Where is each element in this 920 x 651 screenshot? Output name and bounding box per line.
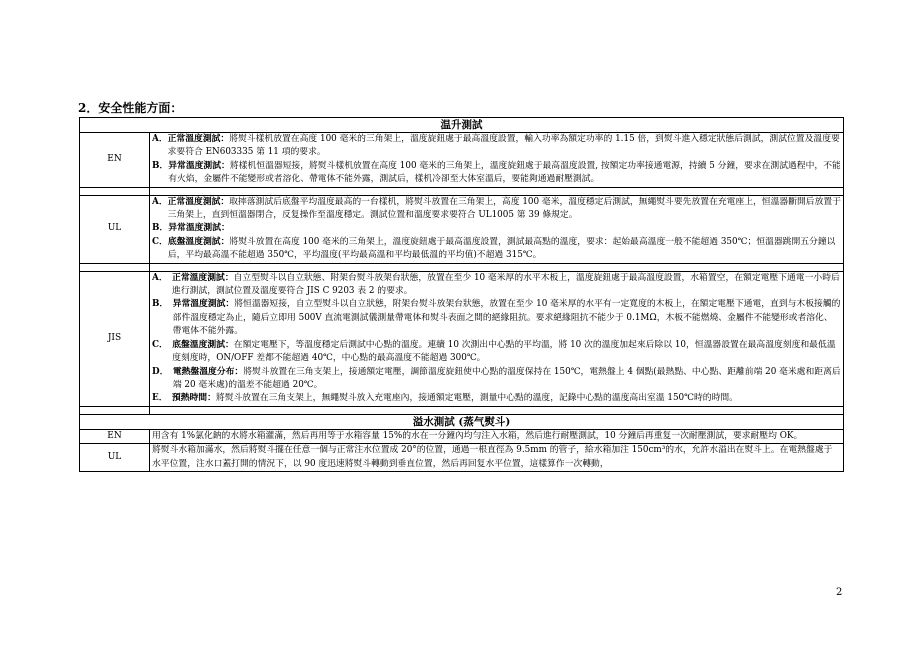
item-title: 正常溫度測試： <box>172 272 234 283</box>
ul-overflow-content: 將熨斗水箱加滿水，然后將熨斗擺在任意一個与正常注水位置成 20°的位置，通過一根直徑為 9.5mm 的管子，給水箱加注 150cm³的水，允許水溢出在熨斗上。在電熱盤處于水平位置，注水口蓋打開的情況下，以 90 度迅速將熨斗轉動到垂直位置，然后再回复水平位置，這樣算作一次轉動， <box>150 444 844 472</box>
item-title: 電熱盤溫度分布： <box>172 366 244 377</box>
en-overflow-content: 用含有 1%氯化鈉的水將水箱灌滿，然后再用等于水箱容量 15%的水在一分鐘內均勻注入水箱，然后進行耐壓測試，10 分鐘后再重复一次耐壓測試，要求耐壓均 OK。 <box>150 429 844 443</box>
item-label: B． <box>152 299 173 310</box>
item-label: A． <box>152 134 168 144</box>
item-label: C． <box>152 236 168 247</box>
item-text: 將熨斗放置在高度 100 毫米的三角架上，溫度旋鈕處于最高溫度設置，測試最高點的溫度，要求：起始最高溫度一般不能超過 350℃；恒溫器跳開五分鐘以后，平均最高溫不能超過 350℃，平均溫度(平均最高溫和平均最低溫的平均值)不超過 315℃。 <box>167 236 836 261</box>
temp-test-title-row <box>80 118 844 133</box>
list-item <box>152 272 841 299</box>
page-number: 2 <box>836 587 843 598</box>
spacer-row <box>80 406 844 414</box>
temp-test-title: 温升測試 <box>80 118 844 133</box>
item-label: A． <box>152 196 168 207</box>
item-text: 將樣机恒溫器短接，將熨斗樣机放置在高度 100 毫米的三角架上，溫度旋鈕處于最高溫度設置, 按額定功率接通電源，持續 5 分鐘，要求在測試過程中，不能有火焰，金屬件不能變形或者溶化、帶電体不能外露，測試后，樣机冷卻至大体室溫后，要能夠通過耐壓測試。 <box>168 160 841 185</box>
item-text: 取摔落測試后底盤平均溫度最高的一台樣机，將熨斗放置在三角架上，高度 100 毫米，溫度穩定后測試，無繩熨斗要先放置在充電座上，恒溫器斷開后放置于三角架上，直到恒溫器閉合，反复操作至溫度穩定。測試位置和溫度要求要符合 UL1005 第 39 條規定。 <box>167 196 841 221</box>
item-label: A． <box>152 272 173 283</box>
standard-label-jis: JIS <box>80 271 150 406</box>
overflow-test-title: 溢水測試 (蒸气熨斗) <box>80 414 844 429</box>
item-label: E． <box>152 393 172 404</box>
standard-label-ul: UL <box>80 195 150 263</box>
table-row <box>80 271 844 406</box>
section-heading: 2．安全性能方面： <box>78 101 183 115</box>
jis-temp-content <box>150 271 844 406</box>
item-title: 异常溫度測試： <box>168 160 230 171</box>
item-text: 自立型熨斗以自立狀態、附架台熨斗放架台狀態，放置在至少 10 毫米厚的水平木板上，溫度旋鈕處于最高溫度設置，水箱置空，在額定電壓下通電一小時后進行測試，測試位置及溫度要符合 JIS C 9203 表 2 的要求。 <box>172 272 840 297</box>
item-text: 將熨斗放置在三角支架上，接通額定電壓，調節溫度旋鈕使中心點的溫度保持在 150℃，電熱盤上 4 個點(最熱點、中心點、距離前端 20 毫米處和距离后端 20 毫米處)的溫差不能超過 20℃。 <box>172 366 841 390</box>
item-title: 底盤溫度測試： <box>167 236 230 247</box>
item-title: 正常溫度測試： <box>167 196 230 207</box>
standard-label-en: EN <box>80 429 150 443</box>
list-item <box>152 392 841 405</box>
table-row <box>80 195 844 263</box>
list-item <box>152 339 841 366</box>
item-title: 預熱時間： <box>171 393 216 404</box>
table-row <box>80 429 844 443</box>
en-temp-content <box>150 133 844 188</box>
item-label: D． <box>152 366 173 377</box>
list-item <box>152 366 841 393</box>
item-title: 异常溫度測試： <box>172 299 235 310</box>
item-text: 將熨斗放置在三角支架上，無繩熨斗放入充電座內，接通額定電壓，測量中心點的溫度，記錄中心點的溫度高出室溫 150℃時的時間。 <box>215 393 738 404</box>
item-label: B． <box>152 223 169 234</box>
table-row <box>80 444 844 472</box>
list-item <box>152 222 841 235</box>
item-title: 异常溫度測試： <box>168 223 230 234</box>
list-item <box>152 160 841 187</box>
spacer-row <box>80 263 844 271</box>
item-text: 將熨斗樣机放置在高度 100 毫米的三角架上，溫度旋鈕處于最高溫度設置，輸入功率為額定功率的 1.15 倍，到熨斗進入穩定狀態后測試，測試位置及溫度要求要符合 EN603335 第 11 項的要求。 <box>167 134 840 158</box>
list-item <box>152 133 841 160</box>
item-title: 正常溫度測試： <box>167 134 230 144</box>
item-label: C． <box>152 339 173 350</box>
item-text: 在額定電壓下，等溫度穩定后測試中心點的溫度。連續 10 次測出中心點的平均溫，將 10 次的溫度加起來后除以 10，恒溫器設置在最高溫度刻度和最低溫度刻度時，ON/OFF 差都不能超過 40℃，中心點的最高溫度不能超過 300℃。 <box>172 339 836 364</box>
item-text: 將恒溫器短接，自立型熨斗以自立狀態，附架台熨斗放架台狀態，放置在至少 10 毫米厚的水平有一定寬度的木板上，在額定電壓下通電，直到与木板接觸的部件溫度穩定為止，隨后立即用 500V 直流電測試儀測量帶電体和熨斗表面之間的絕緣阻抗。要求絕緣阻抗不能少于 0.1MΩ，木板不能燃燒、金屬件不能變形或者溶化、帶電体不能外露。 <box>172 299 841 337</box>
safety-performance-table <box>79 117 844 472</box>
overflow-test-title-row <box>80 414 844 429</box>
standard-label-ul: UL <box>80 444 150 472</box>
item-label: B． <box>152 160 169 171</box>
spacer-row <box>80 187 844 195</box>
item-title: 底盤溫度測試： <box>172 339 234 350</box>
ul-temp-content <box>150 195 844 263</box>
list-item <box>152 196 841 223</box>
list-item <box>152 298 841 338</box>
standard-label-en: EN <box>80 133 150 188</box>
table-row <box>80 133 844 188</box>
list-item <box>152 236 841 263</box>
